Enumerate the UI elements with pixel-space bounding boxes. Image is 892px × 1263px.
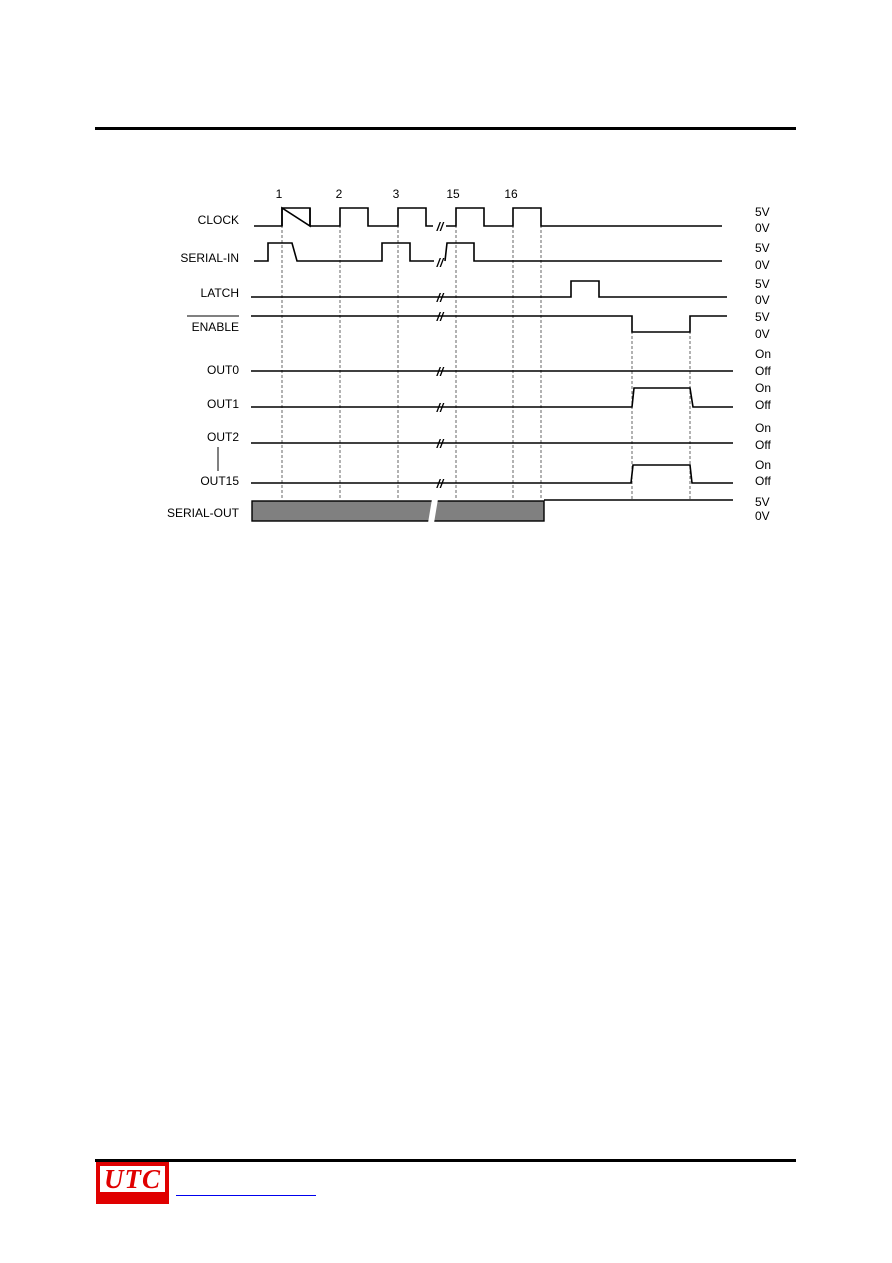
level-label-high: 5V bbox=[755, 205, 770, 219]
signal-label-latch: LATCH bbox=[200, 286, 239, 300]
clock-number: 3 bbox=[392, 187, 400, 201]
signal-label-out2: OUT2 bbox=[206, 430, 239, 444]
waveform-clock bbox=[254, 208, 433, 226]
timing-diagram bbox=[0, 0, 892, 560]
signal-label-enable: ENABLE bbox=[191, 320, 239, 334]
clock-number: 16 bbox=[504, 187, 518, 201]
break-mark: // bbox=[436, 477, 444, 491]
signal-label-serial-in: SERIAL-IN bbox=[180, 251, 239, 265]
signal-label-out1: OUT1 bbox=[206, 397, 239, 411]
waveform-serial-in-b bbox=[445, 243, 722, 261]
level-label-low: 0V bbox=[755, 327, 770, 341]
level-label-high: 5V bbox=[755, 310, 770, 324]
guide-lines bbox=[282, 210, 690, 500]
signal-label-clock: CLOCK bbox=[197, 213, 239, 227]
signal-label-serial-out: SERIAL-OUT bbox=[166, 506, 239, 520]
utc-logo-text: UTC bbox=[100, 1166, 165, 1192]
clock-number: 2 bbox=[335, 187, 343, 201]
level-label-high: 5V bbox=[755, 241, 770, 255]
break-mark: // bbox=[436, 256, 444, 270]
break-mark: // bbox=[436, 220, 444, 234]
break-mark: // bbox=[436, 310, 444, 324]
level-label-high: On bbox=[755, 421, 772, 435]
break-mark: // bbox=[436, 291, 444, 305]
waveform-out15 bbox=[251, 465, 733, 483]
break-mark: // bbox=[436, 437, 444, 451]
level-label-high: 5V bbox=[755, 277, 770, 291]
level-label-low: Off bbox=[755, 474, 771, 488]
level-label-high: On bbox=[755, 381, 772, 395]
signal-label-out15: OUT15 bbox=[200, 474, 239, 488]
level-label-high: On bbox=[755, 458, 772, 472]
signal-label-out0: OUT0 bbox=[206, 363, 239, 377]
break-marks bbox=[436, 220, 445, 491]
break-mark: // bbox=[436, 401, 444, 415]
footer-website-link[interactable] bbox=[176, 1195, 316, 1196]
waveform-latch bbox=[251, 281, 727, 297]
clock-number: 15 bbox=[446, 187, 460, 201]
footer-rule bbox=[95, 1159, 796, 1162]
level-label-low: 0V bbox=[755, 293, 770, 307]
level-label-high: 5V bbox=[755, 495, 770, 509]
level-label-low: 0V bbox=[755, 221, 770, 235]
waveform-serial-in bbox=[254, 243, 434, 261]
level-label-low: 0V bbox=[755, 509, 770, 523]
level-label-low: Off bbox=[755, 438, 771, 452]
waveform-out1 bbox=[251, 388, 733, 407]
clock-number: 1 bbox=[275, 187, 283, 201]
break-mark: // bbox=[436, 365, 444, 379]
level-label-low: Off bbox=[755, 364, 771, 378]
utc-logo bbox=[96, 1162, 169, 1204]
waveform-clock-b bbox=[446, 208, 722, 226]
serial-out-shaded-bus bbox=[252, 501, 544, 521]
level-label-high: On bbox=[755, 347, 772, 361]
level-label-low: Off bbox=[755, 398, 771, 412]
waveform-enable bbox=[251, 316, 727, 332]
level-label-low: 0V bbox=[755, 258, 770, 272]
